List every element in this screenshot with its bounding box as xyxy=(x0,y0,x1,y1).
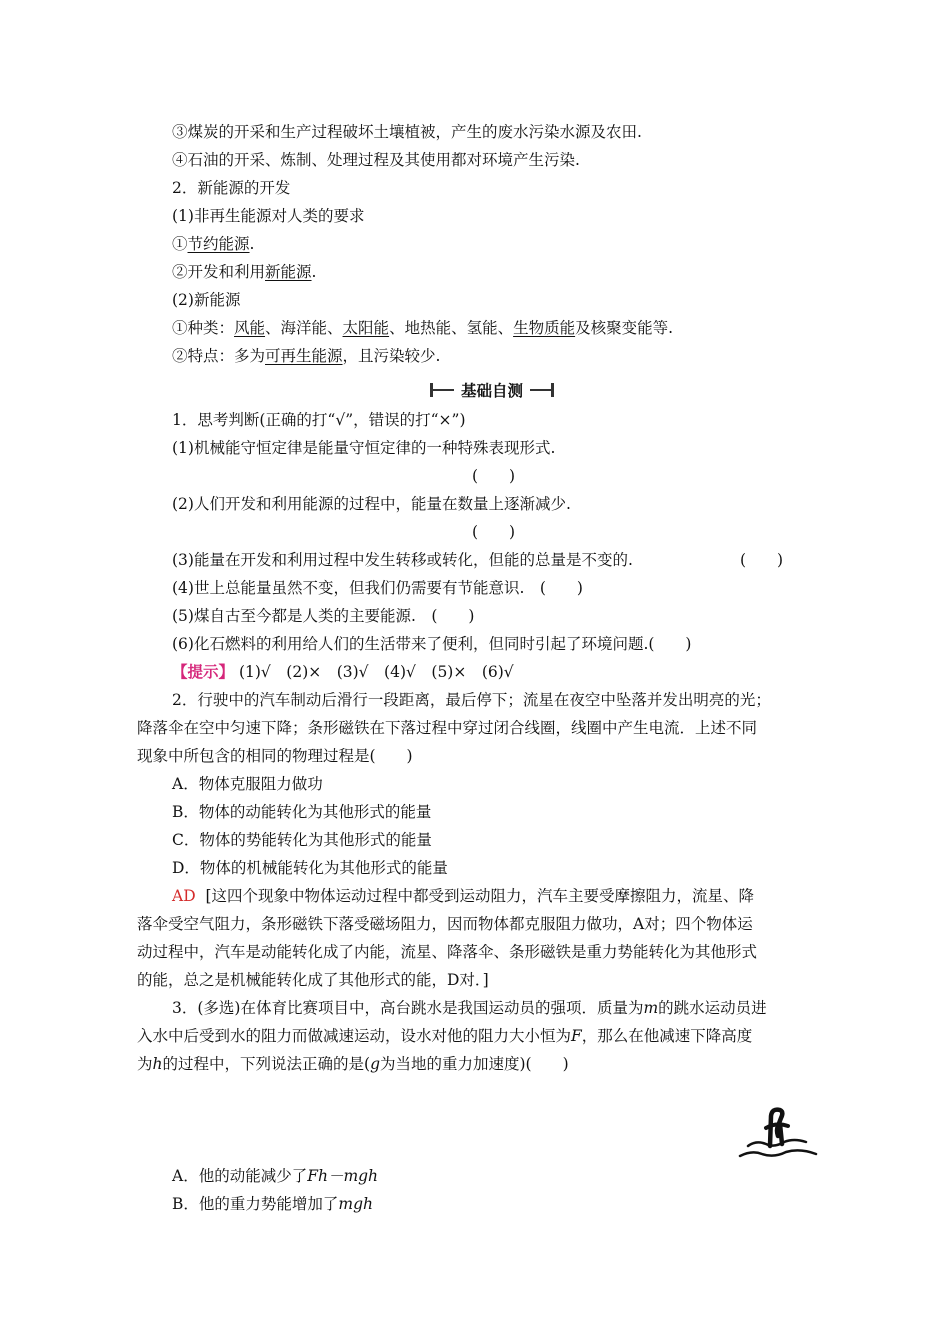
text-line xyxy=(172,346,440,366)
answer-blank: ( ) xyxy=(472,523,516,541)
symbol-f: F xyxy=(571,1027,582,1045)
text: B．他的重力势能增加了 xyxy=(172,1195,339,1213)
explanation-line xyxy=(172,886,754,906)
question-stem: 现象中所包含的相同的物理过程是( ) xyxy=(137,747,413,765)
underlined-term: 太阳能 xyxy=(342,319,390,337)
question-stem: 2．行驶中的汽车制动后滑行一段距离，最后停下；流星在夜空中坠落并发出明亮的光； xyxy=(172,691,771,709)
symbol-h: h xyxy=(152,1055,163,1073)
statement: (4)世上总能量虽然不变，但我们仍需要有节能意识. ( ) xyxy=(172,579,583,597)
option-b: B．物体的动能转化为其他形式的能量 xyxy=(172,803,432,821)
statement: (6)化石燃料的利用给人们的生活带来了便利，但同时引起了环境问题.( ) xyxy=(172,635,692,653)
text: ②特点：多为 xyxy=(172,347,266,365)
text: ①种类： xyxy=(172,319,235,337)
header-right-edge xyxy=(551,383,554,397)
text: ，且污染较少. xyxy=(342,347,441,365)
statement: (2)人们开发和利用能源的过程中，能量在数量上逐渐减少. xyxy=(172,495,571,513)
option-a xyxy=(172,1166,378,1186)
text-line xyxy=(172,262,316,282)
statement: (5)煤自古至今都是人类的主要能源. ( ) xyxy=(172,607,475,625)
underlined-term: 节约能源 xyxy=(187,235,250,253)
statement: (3)能量在开发和利用过程中发生转移或转化，但能的总量是不变的. xyxy=(172,551,633,569)
text: 为当地的重力加速度)( ) xyxy=(380,1055,569,1073)
underlined-term: 新能源 xyxy=(265,263,312,281)
text: 及核聚变能等. xyxy=(575,319,674,337)
text: 为 xyxy=(137,1055,153,1073)
section-header-label: 基础自测 xyxy=(454,379,530,399)
section-header xyxy=(430,381,554,399)
answer-blank: ( ) xyxy=(740,551,784,569)
hint-label: 【提示】 xyxy=(172,662,235,681)
text: . xyxy=(249,235,255,253)
text: 3．(多选)在体育比赛项目中，高台跳水是我国运动员的强项．质量为 xyxy=(172,999,644,1017)
section-title: 2．新能源的开发 xyxy=(172,179,291,197)
question-stem xyxy=(172,998,767,1018)
text: ，那么在他减速下降高度 xyxy=(581,1027,753,1045)
formula: mgh xyxy=(338,1195,374,1213)
option-c: C．物体的势能转化为其他形式的能量 xyxy=(172,831,432,849)
symbol-m: m xyxy=(643,999,659,1017)
text: ②开发和利用 xyxy=(172,263,266,281)
text: 的过程中，下列说法正确的是( xyxy=(162,1055,371,1073)
text: 、地热能、氢能、 xyxy=(389,319,514,337)
text: A．他的动能减少了 xyxy=(172,1167,308,1185)
answer-key: AD xyxy=(172,887,196,905)
hint-answers: (1)√ (2)× (3)√ (4)√ (5)× (6)√ xyxy=(238,663,514,681)
answer-blank: ( ) xyxy=(472,467,516,485)
diver-in-water-icon xyxy=(736,1106,818,1162)
question-stem xyxy=(137,1026,752,1046)
text: 的跳水运动员进 xyxy=(658,999,767,1017)
subsection-title: (1)非再生能源对人类的要求 xyxy=(172,207,365,225)
explanation: 动过程中，汽车是动能转化成了内能，流星、降落伞、条形磁铁是重力势能转化为其他形式 xyxy=(137,943,758,961)
explanation: 的能，总之是机械能转化成了其他形式的能，D对．] xyxy=(137,971,489,989)
subsection-title: (2)新能源 xyxy=(172,291,241,309)
underlined-term: 可再生能源 xyxy=(265,347,343,365)
explanation: [这四个现象中物体运动过程中都受到运动阻力，汽车主要受摩擦阻力，流星、降 xyxy=(205,887,755,905)
option-b xyxy=(172,1194,373,1214)
symbol-g: g xyxy=(370,1055,380,1073)
text-line xyxy=(172,318,673,338)
text-line: ④石油的开采、炼制、处理过程及其使用都对环境产生污染. xyxy=(172,151,580,169)
question-stem: 降落伞在空中匀速下降；条形磁铁在下落过程中穿过闭合线圈，线圈中产生电流．上述不同 xyxy=(137,719,758,737)
underlined-term: 风能 xyxy=(234,319,266,337)
text: . xyxy=(311,263,317,281)
question-stem: 1．思考判断(正确的打“√”，错误的打“×”) xyxy=(172,411,466,429)
formula: Fh－mgh xyxy=(307,1167,379,1185)
text: 、海洋能、 xyxy=(265,319,343,337)
question-stem xyxy=(137,1054,569,1074)
underlined-term: 生物质能 xyxy=(513,319,576,337)
text: 入水中后受到水的阻力而做减速运动，设水对他的阻力大小恒为 xyxy=(137,1027,572,1045)
statement: (1)机械能守恒定律是能量守恒定律的一种特殊表现形式. xyxy=(172,439,556,457)
text: ① xyxy=(172,235,188,253)
option-a: A．物体克服阻力做功 xyxy=(172,775,323,793)
explanation: 落伞受空气阻力，条形磁铁下落受磁场阻力，因而物体都克服阻力做功，A对；四个物体运 xyxy=(137,915,753,933)
hint-line xyxy=(172,662,514,682)
text-line: ③煤炭的开采和生产过程破坏土壤植被，产生的废水污染水源及农田. xyxy=(172,123,642,141)
text-line xyxy=(172,234,254,254)
option-d: D．物体的机械能转化为其他形式的能量 xyxy=(172,859,448,877)
